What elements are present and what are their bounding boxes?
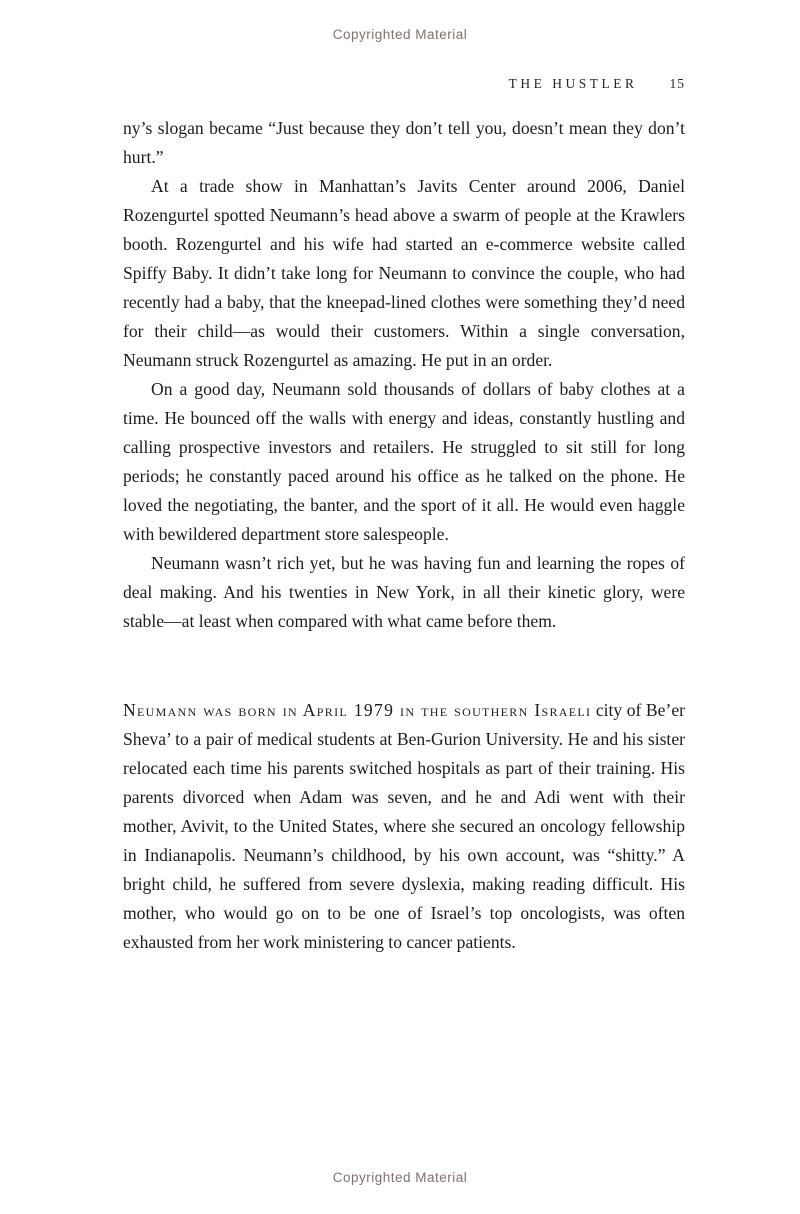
paragraph-continuation: city of Be’er Sheva’ to a pair of medical students at Ben-Gurion University. He and his sister relocated each time his parents switched hospitals as part of their training. His parents divorced when Adam was seven, and he and Adi went with their mother, Avivit, to the United States, where she secured an oncology fellowship in Indianapolis. Neumann’s childhood, by his own account, was “shitty.” A bright child, he suffered from severe dyslexia, making reading difficult. His mother, who would go on to be one of Israel’s top oncologists, was often exhausted from her work ministering to cancer patients.	[123, 700, 685, 952]
paragraph: On a good day, Neumann sold thousands of dollars of baby clothes at a time. He bounced off the walls with energy and ideas, constantly hustling and calling prospective investors and retailers. He struggled to sit still for long periods; he constantly paced around his office as he talked on the phone. He loved the negotiating, the banter, and the sport of it all. He would even haggle with bewildered department store salespeople.	[123, 379, 685, 544]
copyright-notice-top: Copyrighted Material	[332, 27, 468, 42]
running-header	[123, 76, 685, 92]
body-text-block	[123, 114, 685, 957]
paragraph: ny’s slogan became “Just because they don’t tell you, doesn’t mean they don’t hurt.”	[123, 118, 685, 167]
smallcaps-lead: Neumann was born in April 1979 in the southern Israeli	[123, 700, 592, 720]
copyright-notice-bottom: Copyrighted Material	[332, 1170, 468, 1185]
paragraph: Neumann wasn’t rich yet, but he was having fun and learning the ropes of deal making. And his twenties in New York, in all their kinetic glory, were stable—at least when compared with what came before them.	[123, 553, 685, 631]
chapter-title: THE HUSTLER	[508, 76, 638, 91]
page-number: 15	[669, 76, 685, 91]
section-opening-paragraph	[123, 696, 685, 957]
paragraph: At a trade show in Manhattan’s Javits Center around 2006, Daniel Rozengurtel spotted Neumann’s head above a swarm of people at the Krawlers booth. Rozengurtel and his wife had started an e-commerce website called Spiffy Baby. It didn’t take long for Neumann to convince the couple, who had recently had a baby, that the kneepad-lined clothes were something they’d need for their child—as would their customers. Within a single conversation, Neumann struck Rozengurtel as amazing. He put in an order.	[123, 176, 685, 370]
